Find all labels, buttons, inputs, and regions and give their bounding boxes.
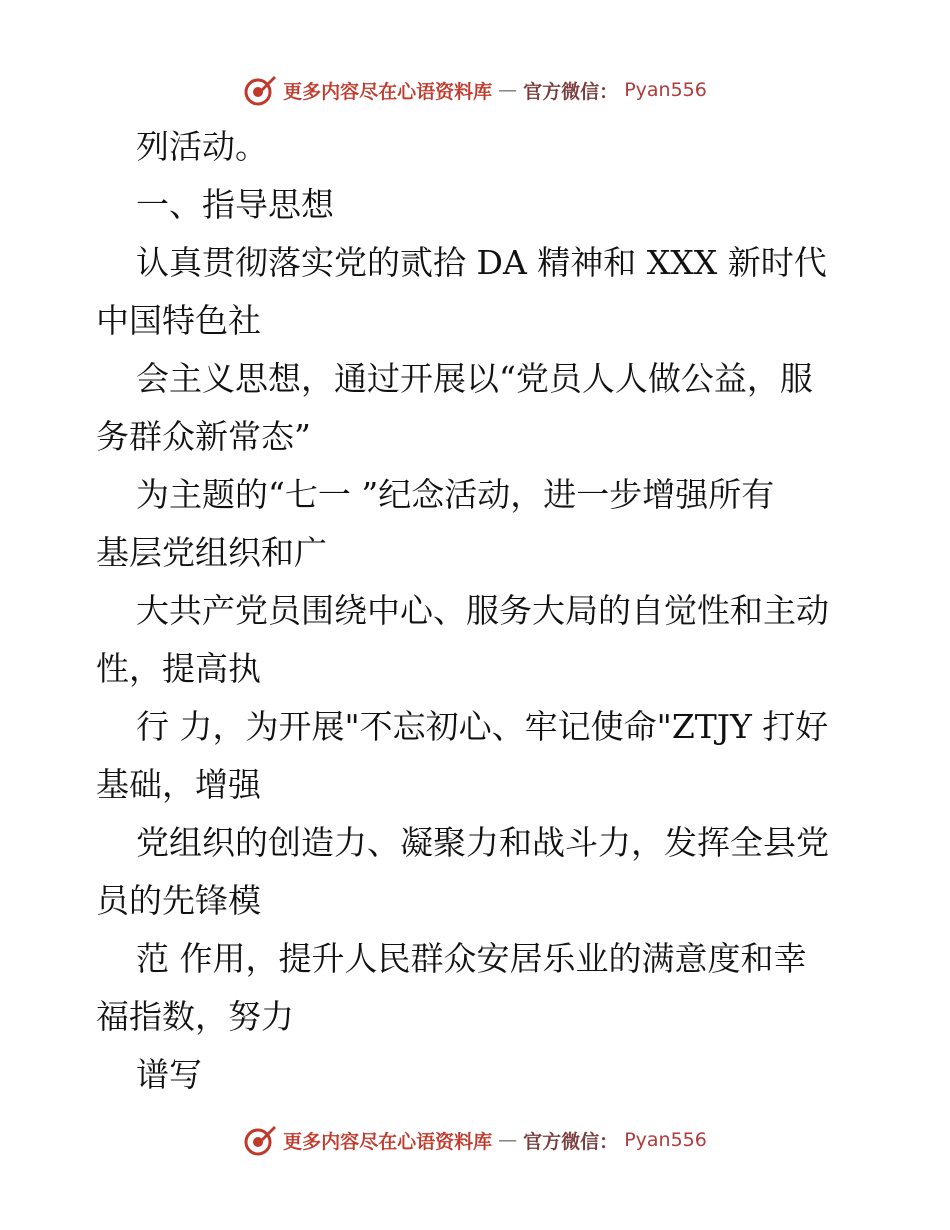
footer-watermark: [0, 1120, 950, 1160]
watermark-wechat-label: 官方微信：: [523, 1130, 619, 1153]
section-heading: 一、指导思想: [136, 185, 334, 224]
paragraph-line: 性，提高执: [96, 649, 261, 688]
watermark-wechat-id: Pyan556: [624, 1129, 707, 1151]
paragraph-line: 基础，增强: [96, 765, 261, 804]
paragraph-line: 为主题的“七一 ”纪念活动，进一步增强所有: [136, 475, 775, 514]
paragraph-line: 基层党组织和广: [96, 533, 327, 572]
pen-logo-icon: [243, 1123, 277, 1157]
watermark-separator: —: [498, 1129, 518, 1151]
paragraph-line: 谱写: [136, 1055, 202, 1094]
watermark-separator: —: [498, 79, 518, 101]
paragraph-line: 党组织的创造力、凝聚力和战斗力，发挥全县党: [136, 823, 829, 862]
paragraph-line: 福指数，努力: [96, 997, 294, 1036]
document-body: [96, 118, 866, 1104]
pen-logo-icon: [243, 73, 277, 107]
paragraph-line: 中国特色社: [96, 301, 261, 340]
paragraph-line: 大共产党员围绕中心、服务大局的自觉性和主动: [136, 591, 829, 630]
paragraph-line: 会主义思想，通过开展以“党员人人做公益，服: [136, 359, 813, 398]
watermark-main-text: 更多内容尽在心语资料库: [283, 1130, 493, 1153]
watermark-wechat-label: 官方微信：: [523, 80, 619, 103]
paragraph-line: 列活动。: [136, 127, 268, 166]
watermark-wechat-id: Pyan556: [624, 79, 707, 101]
paragraph-line: 行 力，为开展"不忘初心、牢记使命"ZTJY 打好: [136, 707, 829, 746]
paragraph-line: 员的先锋模: [96, 881, 261, 920]
header-watermark: [0, 70, 950, 110]
paragraph-line: 范 作用，提升人民群众安居乐业的满意度和幸: [136, 939, 807, 978]
paragraph-line: 认真贯彻落实党的贰拾 DA 精神和 XXX 新时代: [136, 243, 827, 282]
paragraph-line: 务群众新常态”: [96, 417, 311, 456]
watermark-main-text: 更多内容尽在心语资料库: [283, 80, 493, 103]
